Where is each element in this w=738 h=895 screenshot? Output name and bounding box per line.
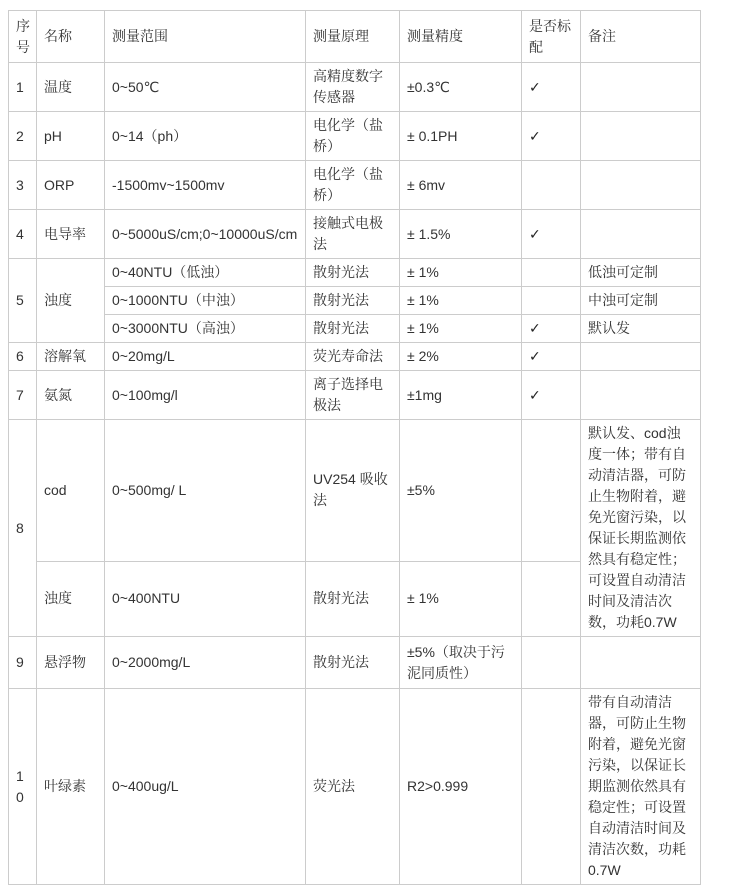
cell-principle: 散射光法 xyxy=(306,259,400,287)
header-range: 测量范围 xyxy=(105,11,306,63)
cell-standard-check: ✓ xyxy=(522,210,581,259)
cell-standard-check xyxy=(522,420,581,562)
table-row xyxy=(9,210,701,259)
cell-principle: 散射光法 xyxy=(306,287,400,315)
cell-standard-check xyxy=(522,561,581,636)
cell-standard-check xyxy=(522,637,581,689)
cell-accuracy: ± 6mv xyxy=(400,161,522,210)
cell-remark: 低浊可定制 xyxy=(581,259,701,287)
cell-principle: 接触式电极法 xyxy=(306,210,400,259)
cell-no: 3 xyxy=(9,161,37,210)
cell-range: 0~400NTU xyxy=(105,561,306,636)
header-principle: 测量原理 xyxy=(306,11,400,63)
table-row xyxy=(9,63,701,112)
cell-standard-check xyxy=(522,689,581,885)
cell-standard-check: ✓ xyxy=(522,343,581,371)
header-row xyxy=(9,11,701,63)
table-row xyxy=(9,420,701,562)
cell-name: 温度 xyxy=(37,63,105,112)
cell-accuracy: ± 2% xyxy=(400,343,522,371)
cell-standard-check: ✓ xyxy=(522,371,581,420)
cell-standard-check xyxy=(522,161,581,210)
cell-range: 0~400ug/L xyxy=(105,689,306,885)
cell-remark xyxy=(581,210,701,259)
cell-accuracy: ± 0.1PH xyxy=(400,112,522,161)
cell-name: 浊度 xyxy=(37,561,105,636)
cell-no: 8 xyxy=(9,420,37,637)
cell-name: 叶绿素 xyxy=(37,689,105,885)
cell-no: 6 xyxy=(9,343,37,371)
table-row xyxy=(9,689,701,885)
cell-principle: 电化学（盐桥） xyxy=(306,161,400,210)
cell-principle: 散射光法 xyxy=(306,637,400,689)
header-standard: 是否标配 xyxy=(522,11,581,63)
table-row xyxy=(9,161,701,210)
cell-name: 溶解氧 xyxy=(37,343,105,371)
cell-remark xyxy=(581,112,701,161)
cell-accuracy: ± 1% xyxy=(400,561,522,636)
table-row xyxy=(9,637,701,689)
sensor-spec-table xyxy=(8,10,701,885)
cell-name: 浊度 xyxy=(37,259,105,343)
cell-range: 0~3000NTU（高浊） xyxy=(105,315,306,343)
cell-principle: 散射光法 xyxy=(306,561,400,636)
cell-no: 5 xyxy=(9,259,37,343)
cell-name: 氨氮 xyxy=(37,371,105,420)
cell-remark xyxy=(581,63,701,112)
cell-no: 1 xyxy=(9,63,37,112)
cell-range: -1500mv~1500mv xyxy=(105,161,306,210)
header-name: 名称 xyxy=(37,11,105,63)
table-row xyxy=(9,112,701,161)
cell-remark: 带有自动清洁器，可防止生物附着，避免光窗污染，以保证长期监测依然具有稳定性；可设置自动清洁时间及清洁次数，功耗0.7W xyxy=(581,689,701,885)
cell-accuracy: ± 1% xyxy=(400,287,522,315)
cell-range: 0~14（ph） xyxy=(105,112,306,161)
cell-principle: 荧光寿命法 xyxy=(306,343,400,371)
cell-standard-check: ✓ xyxy=(522,315,581,343)
cell-accuracy: ± 1.5% xyxy=(400,210,522,259)
cell-range: 0~2000mg/L xyxy=(105,637,306,689)
cell-principle: UV254 吸收法 xyxy=(306,420,400,562)
cell-principle: 散射光法 xyxy=(306,315,400,343)
cell-no: 9 xyxy=(9,637,37,689)
cell-accuracy: ±5% xyxy=(400,420,522,562)
cell-accuracy: ± 1% xyxy=(400,259,522,287)
cell-remark: 默认发、cod浊度一体；带有自动清洁器，可防止生物附着，避免光窗污染，以保证长期监测依然具有稳定性；可设置自动清洁时间及清洁次数，功耗0.7W xyxy=(581,420,701,637)
cell-range: 0~40NTU（低浊） xyxy=(105,259,306,287)
cell-remark: 默认发 xyxy=(581,315,701,343)
table-row xyxy=(9,259,701,287)
cell-accuracy: R2>0.999 xyxy=(400,689,522,885)
cell-no: 2 xyxy=(9,112,37,161)
cell-range: 0~5000uS/cm;0~10000uS/cm xyxy=(105,210,306,259)
header-accuracy: 测量精度 xyxy=(400,11,522,63)
cell-principle: 电化学（盐桥） xyxy=(306,112,400,161)
cell-range: 0~500mg/ L xyxy=(105,420,306,562)
cell-accuracy: ±1mg xyxy=(400,371,522,420)
table-row xyxy=(9,371,701,420)
cell-remark xyxy=(581,343,701,371)
table-row xyxy=(9,343,701,371)
cell-remark: 中浊可定制 xyxy=(581,287,701,315)
cell-remark xyxy=(581,161,701,210)
cell-range: 0~20mg/L xyxy=(105,343,306,371)
cell-name: ORP xyxy=(37,161,105,210)
cell-principle: 高精度数字传感器 xyxy=(306,63,400,112)
cell-name: cod xyxy=(37,420,105,562)
header-remark: 备注 xyxy=(581,11,701,63)
cell-no: 7 xyxy=(9,371,37,420)
cell-standard-check xyxy=(522,287,581,315)
cell-range: 0~1000NTU（中浊） xyxy=(105,287,306,315)
cell-standard-check: ✓ xyxy=(522,112,581,161)
cell-range: 0~50℃ xyxy=(105,63,306,112)
cell-standard-check: ✓ xyxy=(522,63,581,112)
cell-accuracy: ±0.3℃ xyxy=(400,63,522,112)
cell-name: 电导率 xyxy=(37,210,105,259)
cell-remark xyxy=(581,637,701,689)
table-row xyxy=(9,315,701,343)
table-row xyxy=(9,287,701,315)
cell-no: 10 xyxy=(9,689,37,885)
cell-remark xyxy=(581,371,701,420)
cell-accuracy: ±5%（取决于污泥同质性） xyxy=(400,637,522,689)
cell-principle: 荧光法 xyxy=(306,689,400,885)
cell-principle: 离子选择电极法 xyxy=(306,371,400,420)
cell-range: 0~100mg/l xyxy=(105,371,306,420)
cell-name: pH xyxy=(37,112,105,161)
cell-name: 悬浮物 xyxy=(37,637,105,689)
cell-standard-check xyxy=(522,259,581,287)
header-no: 序号 xyxy=(9,11,37,63)
cell-no: 4 xyxy=(9,210,37,259)
cell-accuracy: ± 1% xyxy=(400,315,522,343)
